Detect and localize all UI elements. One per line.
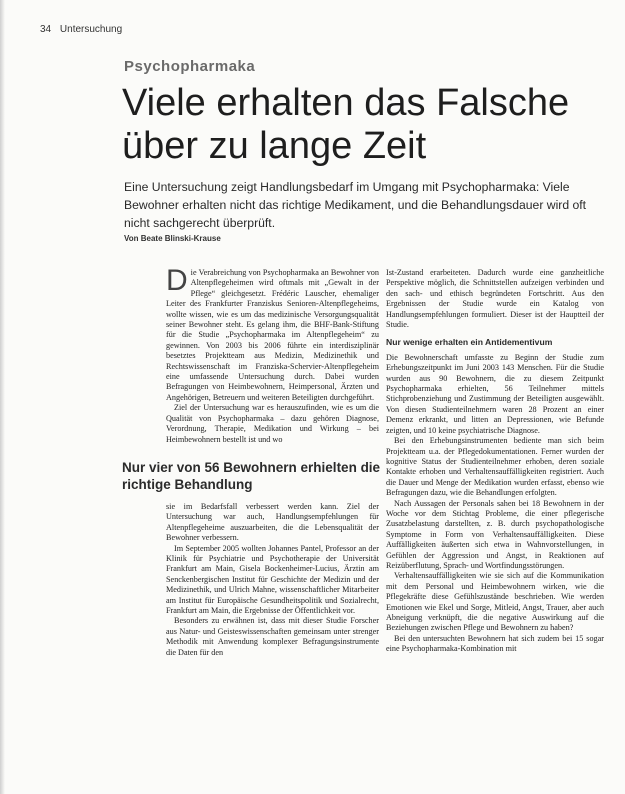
body-paragraph: Ziel der Untersuchung war es herauszufinden, wie es um die Qualität von Psychopharmaka – dazu gehören Diagnose, Verordnung, Therapie, Medikation und Wirkung – bei Heimbewohnern bestellt ist und wo	[166, 403, 379, 444]
body-paragraph: sie im Bedarfsfall verbessert werden kann. Ziel der Untersuchung war auch, Handlungsempfehlungen für Altenpflegeheime auszuarbeiten, die die Lebensqualität der Bewohner verbessern.	[166, 501, 379, 543]
body-column-left	[122, 264, 381, 658]
section-name: Untersuchung	[59, 24, 123, 35]
article-headline	[122, 82, 622, 168]
body-paragraph: Die Bewohnerschaft umfasste zu Beginn der Studie zum Erhebungszeitpunkt im Juni 2003 143 Menschen. Für die Studie wurden aus 90 Bewohnern, die zu diesem Zeitpunkt Psychopharmaka erhielten, 56 Teilnehmer mittels Stichprobenziehung und Zustimmung der Beteiligten ausgewählt. Von diesen Studienteilnehmern waren 28 Prozent an einer Demenz erkrankt, und litten an Depressionen, wie Befunde zeigten, und 10 keine psychiatrische Diagnose.	[386, 352, 604, 435]
body-paragraph	[166, 264, 379, 403]
body-paragraph: Nach Aussagen der Personals sahen bei 18 Bewohnern in der Woche vor dem Stichtag Probleme, die einer pflegerische Zusatzbelastung darstellten, z. B. durch psychopathologische Symptome in Form von Verhaltensauffälligkeiten. Diese Auffälligkeiten äußerten sich etwa in Wahnvorstellungen, in Gefühlen der Aggression und Angst, in Reaktionen auf Reizüberflutung, Sprach- und Wortfindungsstörungen.	[386, 498, 604, 570]
article-kicker: Psychopharmaka	[124, 58, 256, 75]
body-column-right	[386, 268, 604, 655]
section-subheading: Nur wenige erhalten ein Antidementivum	[386, 337, 553, 348]
page-gutter-shadow	[0, 0, 5, 794]
page-number: 34	[40, 24, 52, 35]
article-lead: Eine Untersuchung zeigt Handlungsbedarf im Umgang mit Psychopharmaka: Viele Bewohner erhalten nicht das richtige Medikament, und die Behandlungsdauer wird oft nicht sachgerecht überprüft.	[124, 180, 587, 230]
body-paragraph: Bei den untersuchten Bewohnern hat sich zudem bei 15 sogar eine Psychopharmaka-Kombination mit	[386, 633, 604, 654]
body-paragraph: Ist-Zustand erarbeiteten. Dadurch wurde eine ganzheitliche Perspektive möglich, die Schnittstellen aufzeigen verbinden und den sach- und ethisch begründeten Fortschritt. Aus den Ergebnissen der Studie wurde ein Katalog von Handlungsempfehlungen formuliert. Dieser ist der Hauptteil der Studie.	[386, 268, 604, 330]
drop-cap: D	[166, 264, 188, 297]
body-paragraph: Im September 2005 wollten Johannes Pantel, Professor an der Klinik für Psychiatrie und Psychotherapie der Universität Frankfurt am Main, Gisela Bockenheimer-Lucius, Ärztin am Senckenbergischen Institut für Geschichte der Medizin und der Medizinethik, und Ulrich Mahne, wissenschaftlicher Mitarbeiter am Institut für Europäische Gesundheitspolitik und Sozialrecht, Frankfurt am Main, die Ergebnisse der Öffentlichkeit vor.	[166, 543, 379, 615]
body-paragraph: Bei den Erhebungsinstrumenten bediente man sich beim Projektteam u.a. der Pflegedokumentationen. Ferner wurden der kognitive Status der Studienteilnehmer erhoben, deren soziale Kontakte erhoben und Verhaltensauffälligkeiten registriert. Auch die Dauer und Menge der Medikation wurden erfasst, ebenso wie Befragungen dazu, wie die Behandlungen erfolgten.	[386, 436, 604, 498]
headline-line-1: Viele erhalten das Falsche	[122, 82, 570, 124]
running-header	[40, 24, 122, 35]
article-byline: Von Beate Blinski-Krause	[124, 234, 221, 243]
body-paragraph: Besonders zu erwähnen ist, dass mit dieser Studie Forscher aus Natur- und Geisteswissenschaften gemeinsam unter strenger Methodik mit Anwendung komplexer Befragungsinstrumente die Daten für den	[166, 616, 379, 657]
body-paragraph: Verhaltensauffälligkeiten wie sie sich auf die Kommunikation mit dem Personal und Heimbewohnern wirken, wie die Pflegekräfte diese Gefühlszustände beschrieben. Wie werden Emotionen wie Ekel und Sorge, Mitleid, Angst, Trauer, aber auch Abneigung verknüpft, die die negative Auswirkung auf die Beziehungen zwischen Pflege und Bewohnern zu haben?	[386, 571, 604, 633]
paragraph-text: ie Verabreichung von Psychopharmaka an Bewohner von Altenpflegeheimen wird oftmals mit „Gewalt in der Pflege“ gleichgesetzt. Frédéric Lauscher, ehemaliger Leiter des Frankfurter Franziskus Senioren-Altenpflegeheims, wollte wissen, wie es um das medizinische Versorgungsqualität seiner Bewohner steht. Es gelang ihm, die BHF-Bank-Stiftung für die Studie „Psychopharmaka im Altenpflegeheim“ zu gewinnen. Von 2003 bis 2006 führte ein interdisziplinär besetztes Projektteam aus Medizin, Medizinethik und Rechtswissenschaft im Franziska-Schervier-Altenpflegeheim eine umfassende Untersuchung durch. Dabei wurden Befragungen von Heimbewohnern, Heimpersonal, Ärzten und Angehörigen, Betreuern und weiteren Beteiligten durchgeführt.	[166, 268, 379, 402]
headline-line-2: über zu lange Zeit	[122, 125, 427, 167]
section-subheading: Nur vier von 56 Bewohnern erhielten die richtige Behandlung	[122, 459, 381, 492]
